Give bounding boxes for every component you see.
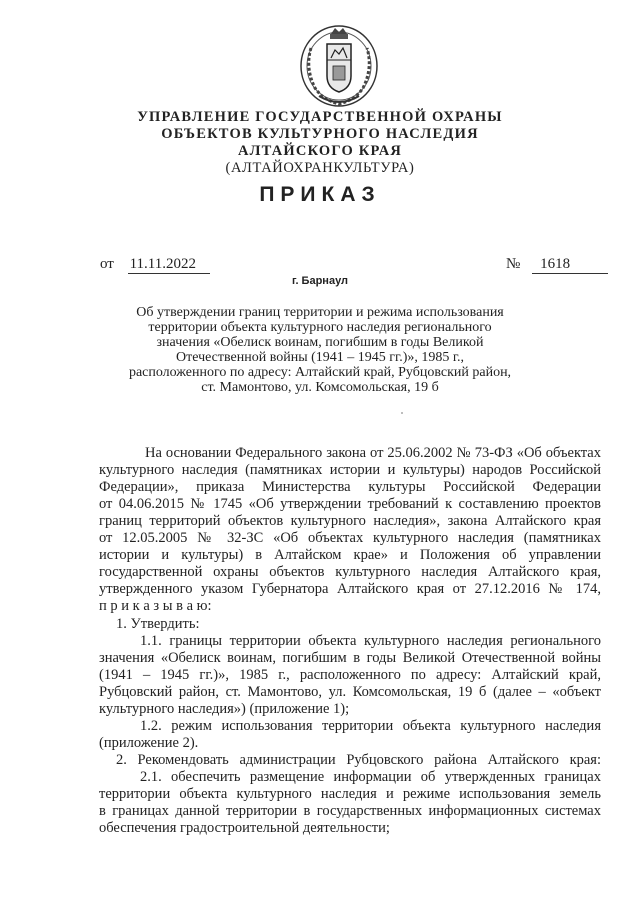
- organization-name-line-1: УПРАВЛЕНИЕ ГОСУДАРСТВЕННОЙ ОХРАНЫ: [137, 109, 503, 125]
- body-line: (приложение 2).: [99, 735, 199, 751]
- body-line-item-1: 1. Утвердить:: [116, 616, 200, 632]
- body-line: На основании Федерального закона от 25.06.2002 № 73-ФЗ «Об объектах: [145, 445, 601, 461]
- body-line: территории объекта культурного наследия и режиме использования земель: [99, 786, 601, 802]
- city-label: г. Барнаул: [291, 275, 349, 287]
- body-line-item-1-1: 1.1. границы территории объекта культурного наследия регионального: [140, 633, 601, 649]
- date-prefix: от: [100, 256, 114, 272]
- body-line: значения «Обелиск воинам, погибшим в годы Великой Отечественной войны: [99, 650, 601, 666]
- body-line-item-2: 2. Рекомендовать администрации Рубцовского района Алтайского края:: [116, 752, 601, 768]
- body-line: (1941 – 1945 гг.)», 1985 г., расположенного по адресу: Алтайский край,: [99, 667, 601, 683]
- title-line: Отечественной войны (1941 – 1945 гг.)», 1985 г.,: [175, 350, 465, 365]
- body-line-item-1-2: 1.2. режим использования территории объекта культурного наследия: [140, 718, 601, 734]
- number-value: 1618: [532, 256, 608, 274]
- body-line: государственной охраны объектов культурного наследия Алтайского края,: [99, 564, 601, 580]
- body-line-item-2-1: 2.1. обеспечить размещение информации об утвержденных границах: [140, 769, 601, 785]
- body-line: в границах данной территории в государственных информационных системах: [99, 803, 601, 819]
- organization-name-line-2: ОБЪЕКТОВ КУЛЬТУРНОГО НАСЛЕДИЯ: [161, 126, 479, 142]
- title-line: значения «Обелиск воинам, погибшим в годы Великой: [156, 335, 484, 350]
- body-line: обеспечения градостроительной деятельности;: [99, 820, 390, 836]
- body-line-order-word: п р и к а з ы в а ю:: [99, 598, 212, 614]
- body-line: Федерации», приказа Министерства культуры Российской Федерации: [99, 479, 601, 495]
- title-line: Об утверждении границ территории и режима использования: [136, 305, 504, 320]
- body-line: культурного наследия (памятниках истории и культуры) народов Российской: [99, 462, 601, 478]
- number-prefix: №: [506, 256, 521, 272]
- scan-speck: [401, 412, 403, 414]
- body-line: от 04.06.2015 № 1745 «Об утверждении требований к составлению проектов: [99, 496, 601, 512]
- body-line: культурного наследия») (приложение 1);: [99, 701, 350, 717]
- date-value: 11.11.2022: [128, 256, 210, 274]
- body-line: утвержденного указом Губернатора Алтайского края от 27.12.2016 № 174,: [99, 581, 601, 597]
- document-date: [100, 256, 210, 274]
- coat-of-arms-emblem: [297, 18, 381, 110]
- title-line: территории объекта культурного наследия регионального: [148, 320, 492, 335]
- body-line: от 12.05.2005 № 32-ЗС «Об объектах культурного наследия (памятниках: [99, 530, 601, 546]
- document-type-heading: ПРИКАЗ: [259, 183, 381, 206]
- organization-abbreviation: (АЛТАЙОХРАНКУЛЬТУРА): [225, 160, 415, 176]
- title-line: ст. Мамонтово, ул. Комсомольская, 19 б: [201, 380, 439, 395]
- organization-name-line-3: АЛТАЙСКОГО КРАЯ: [237, 143, 403, 159]
- body-line: истории и культуры) в Алтайском крае» и Положения об управлении: [99, 547, 601, 563]
- body-line: Рубцовский район, ст. Мамонтово, ул. Комсомольская, 19 б (далее – «объект: [99, 684, 601, 700]
- body-line: границ территорий объектов культурного наследия», закона Алтайского края: [99, 513, 601, 529]
- title-line: расположенного по адресу: Алтайский край, Рубцовский район,: [128, 365, 512, 380]
- document-number: [506, 256, 608, 274]
